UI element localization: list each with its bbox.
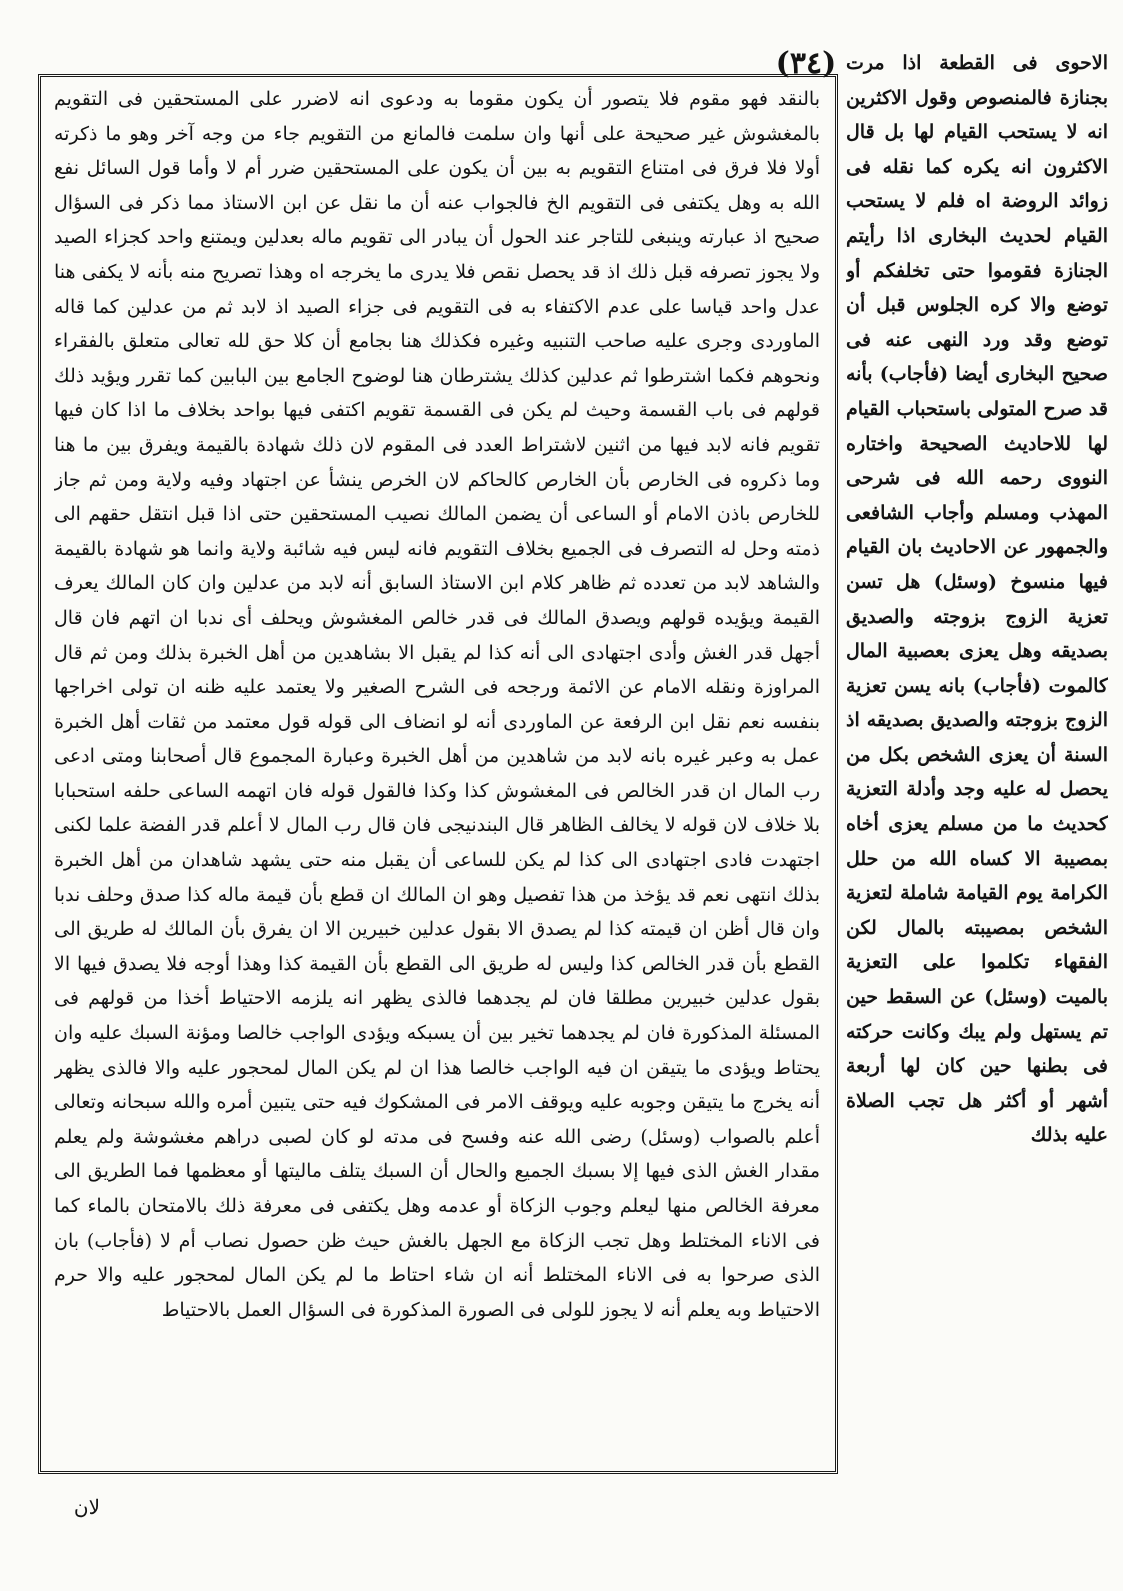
main-text-paragraph: بالنقد فهو مقوم فلا يتصور أن يكون مقوما به ودعوى انه لاضرر على المستحقين فى التقويم بالمغشوش غير صحيحة على أنها وان سلمت فالمانع من التقويم جاء من وجه آخر وهو ما ذكرته أولا فلا فرق فى امتناع التقويم به بين أن يكون على المستحقين ضرر أم لا وأما قول السائل نفع الله به وهل يكتفى فى التقويم الخ فالجواب عنه أن ما نقل عن ابن الاستاذ مما ذكر فى السؤال صحيح اذ عبارته وينبغى للتاجر عند الحول أن يبادر الى تقويم ماله بعدلين ويمتنع واحد كجزاء الصيد ولا يجوز تصرفه قبل ذلك اذ قد يحصل نقص فلا يدرى ما يخرجه اه وهذا تصريح منه بأنه لا يكفى هنا عدل واحد قياسا على عدم الاكتفاء به فى التقويم فى جزاء الصيد اذ لابد ثم من عدلين كما قاله الماوردى وجرى عليه صاحب التنبيه وغيره فكذلك هنا بجامع أن كلا حق لله تعالى متعلق بالفقراء ونحوهم فكما اشترطوا ثم عدلين كذلك يشترطان هنا لوضوح الجامع بين البابين كما تقرر ويؤيد ذلك قولهم فى باب القسمة وحيث لم يكن فى القسمة تقويم اكتفى فيها بواحد بخلاف ما اذا كان فيها تقويم فانه لابد فيها من اثنين لاشتراط العدد فى المقوم لان ذلك شهادة بالقيمة ويفرق بين ما هنا وما ذكروه فى الخارص بأن الخارص كالحاكم لان الخرص ينشأ عن اجتهاد وفيه ولاية ومن ثم جاز للخارص باذن الامام أو الساعى أن يضمن المالك نصيب المستحقين حتى اذا قبل انتقل حقهم الى ذمته وحل له التصرف فى الجميع بخلاف التقويم فانه ليس فيه شائبة ولاية وانما هو شهادة بالقيمة والشاهد لابد من تعدده ثم ظاهر كلام ابن الاستاذ السابق أنه لابد من عدلين وان كان المالك يعرف القيمة ويؤيده قولهم ويصدق المالك فى قدر خالص المغشوش ويحلف أى ندبا ان اتهم فان قال أجهل قدر الغش وأدى اجتهادى الى أنه كذا لم يقبل الا بشاهدين من أهل الخبرة بذلك ومن ثم قال المراوزة ونقله الامام عن الائمة ورجحه فى الشرح الصغير ولا يعتمد عليه ظنه ان تولى اخراجها بنفسه نعم نقل ابن الرفعة عن الماوردى أنه لو انضاف الى قوله قول معتمد من ثقات أهل الخبرة عمل به وعبر غيره بانه لابد من شاهدين من أهل الخبرة وعبارة المجموع قال أصحابنا ومتى ادعى رب المال ان قدر الخالص فى المغشوش كذا وكذا فالقول قوله فان اتهمه الساعى حلفه استحبابا بلا خلاف لان قوله لا يخالف الظاهر قال البندنيجى فان قال رب المال لا أعلم قدر الفضة علما لكنى اجتهدت فادى اجتهادى الى كذا لم يكن للساعى أن يقبل منه حتى يشهد شاهدان من أهل الخبرة بذلك انتهى نعم قد يؤخذ من هذا تفصيل وهو ان المالك ان قطع بأن قيمة ماله كذا صدق وحلف ندبا وان قال أظن ان قيمته كذا لم يصدق الا بقول عدلين خبيرين الا ان يفرق بأن المالك له طريق الى القطع بأن قدر الخالص كذا وليس له طريق الى القطع بأن القيمة كذا وهذا أوجه فلا يصدق فيها الا بقول عدلين خبيرين مطلقا فان لم يجدهما فالذى يظهر انه يلزمه الاحتياط أخذا من قولهم فى المسئلة المذكورة فان لم يجدهما تخير بين أن يسبكه ويؤدى الواجب خالصا ومؤنة السبك عليه وان يحتاط ويؤدى ما يتيقن ان فيه الواجب خالصا هذا ان لم يكن المال لمحجور عليه والا فالذى يظهر أنه يخرج ما يتيقن وجوبه عليه ويوقف الامر فى المشكوك فيه حتى يتبين أمره والله سبحانه وتعالى أعلم بالصواب (وسئل) رضى الله عنه وفسح فى مدته لو كان لصبى دراهم مغشوشة ولم يعلم مقدار الغش الذى فيها إلا بسبك الجميع والحال أن السبك يتلف ماليتها أو معظمها فما الطريق الى معرفة الخالص منها ليعلم وجوب الزكاة أو عدمه وهل يكتفى فى معرفة ذلك بالامتحان بالماء كما فى الاناء المختلط وهل تجب الزكاة مع الجهل بالغش حيث ظن حصول نصاب أم لا (فأجاب) بان الذى صرحوا به فى الاناء المختلط أنه ان شاء احتاط ما لم يكن المال لمحجور عليه والا حرم الاحتياط وبه يعلم أنه لا يجوز للولى فى الصورة المذكورة فى السؤال العمل بالاحتياط (54, 88, 820, 1321)
page-number: (٣٤) (775, 46, 837, 81)
main-text-body (54, 82, 820, 1466)
margin-text-column (846, 46, 1108, 1466)
margin-text-paragraph: الاحوى فى القطعة اذا مرت بجنازة فالمنصوص وقول الاكثرين انه لا يستحب القيام لها بل قال الاكثرون انه يكره كما نقله فى زوائد الروضة اه فلم لا يستحب القيام لحديث البخارى اذا رأيتم الجنازة فقوموا حتى تخلفكم أو توضع والا كره الجلوس قبل أن توضع وقد ورد النهى عنه فى صحيح البخارى أيضا (فأجاب) بأنه قد صرح المتولى باستحباب القيام لها للاحاديث الصحيحة واختاره النووى رحمه الله فى شرحى المهذب ومسلم وأجاب الشافعى والجمهور عن الاحاديث بان القيام فيها منسوخ (وسئل) هل تسن تعزية الزوج بزوجته والصديق بصديقه وهل يعزى بعصبية المال كالموت (فأجاب) بانه يسن تعزية الزوج بزوجته والصديق بصديقه اذ السنة أن يعزى الشخص بكل من يحصل له عليه وجد وأدلة التعزية كحديث ما من مسلم يعزى أخاه بمصيبة الا كساه الله من حلل الكرامة يوم القيامة شاملة لتعزية الشخص بمصيبته بالمال لكن الفقهاء تكلموا على التعزية بالميت (وسئل) عن السقط حين تم يستهل ولم يبك وكانت حركته فى بطنها حين كان لها أربعة أشهر أو أكثر هل تجب الصلاة عليه بذلك (846, 52, 1108, 1147)
catchword: لان (73, 1495, 100, 1519)
